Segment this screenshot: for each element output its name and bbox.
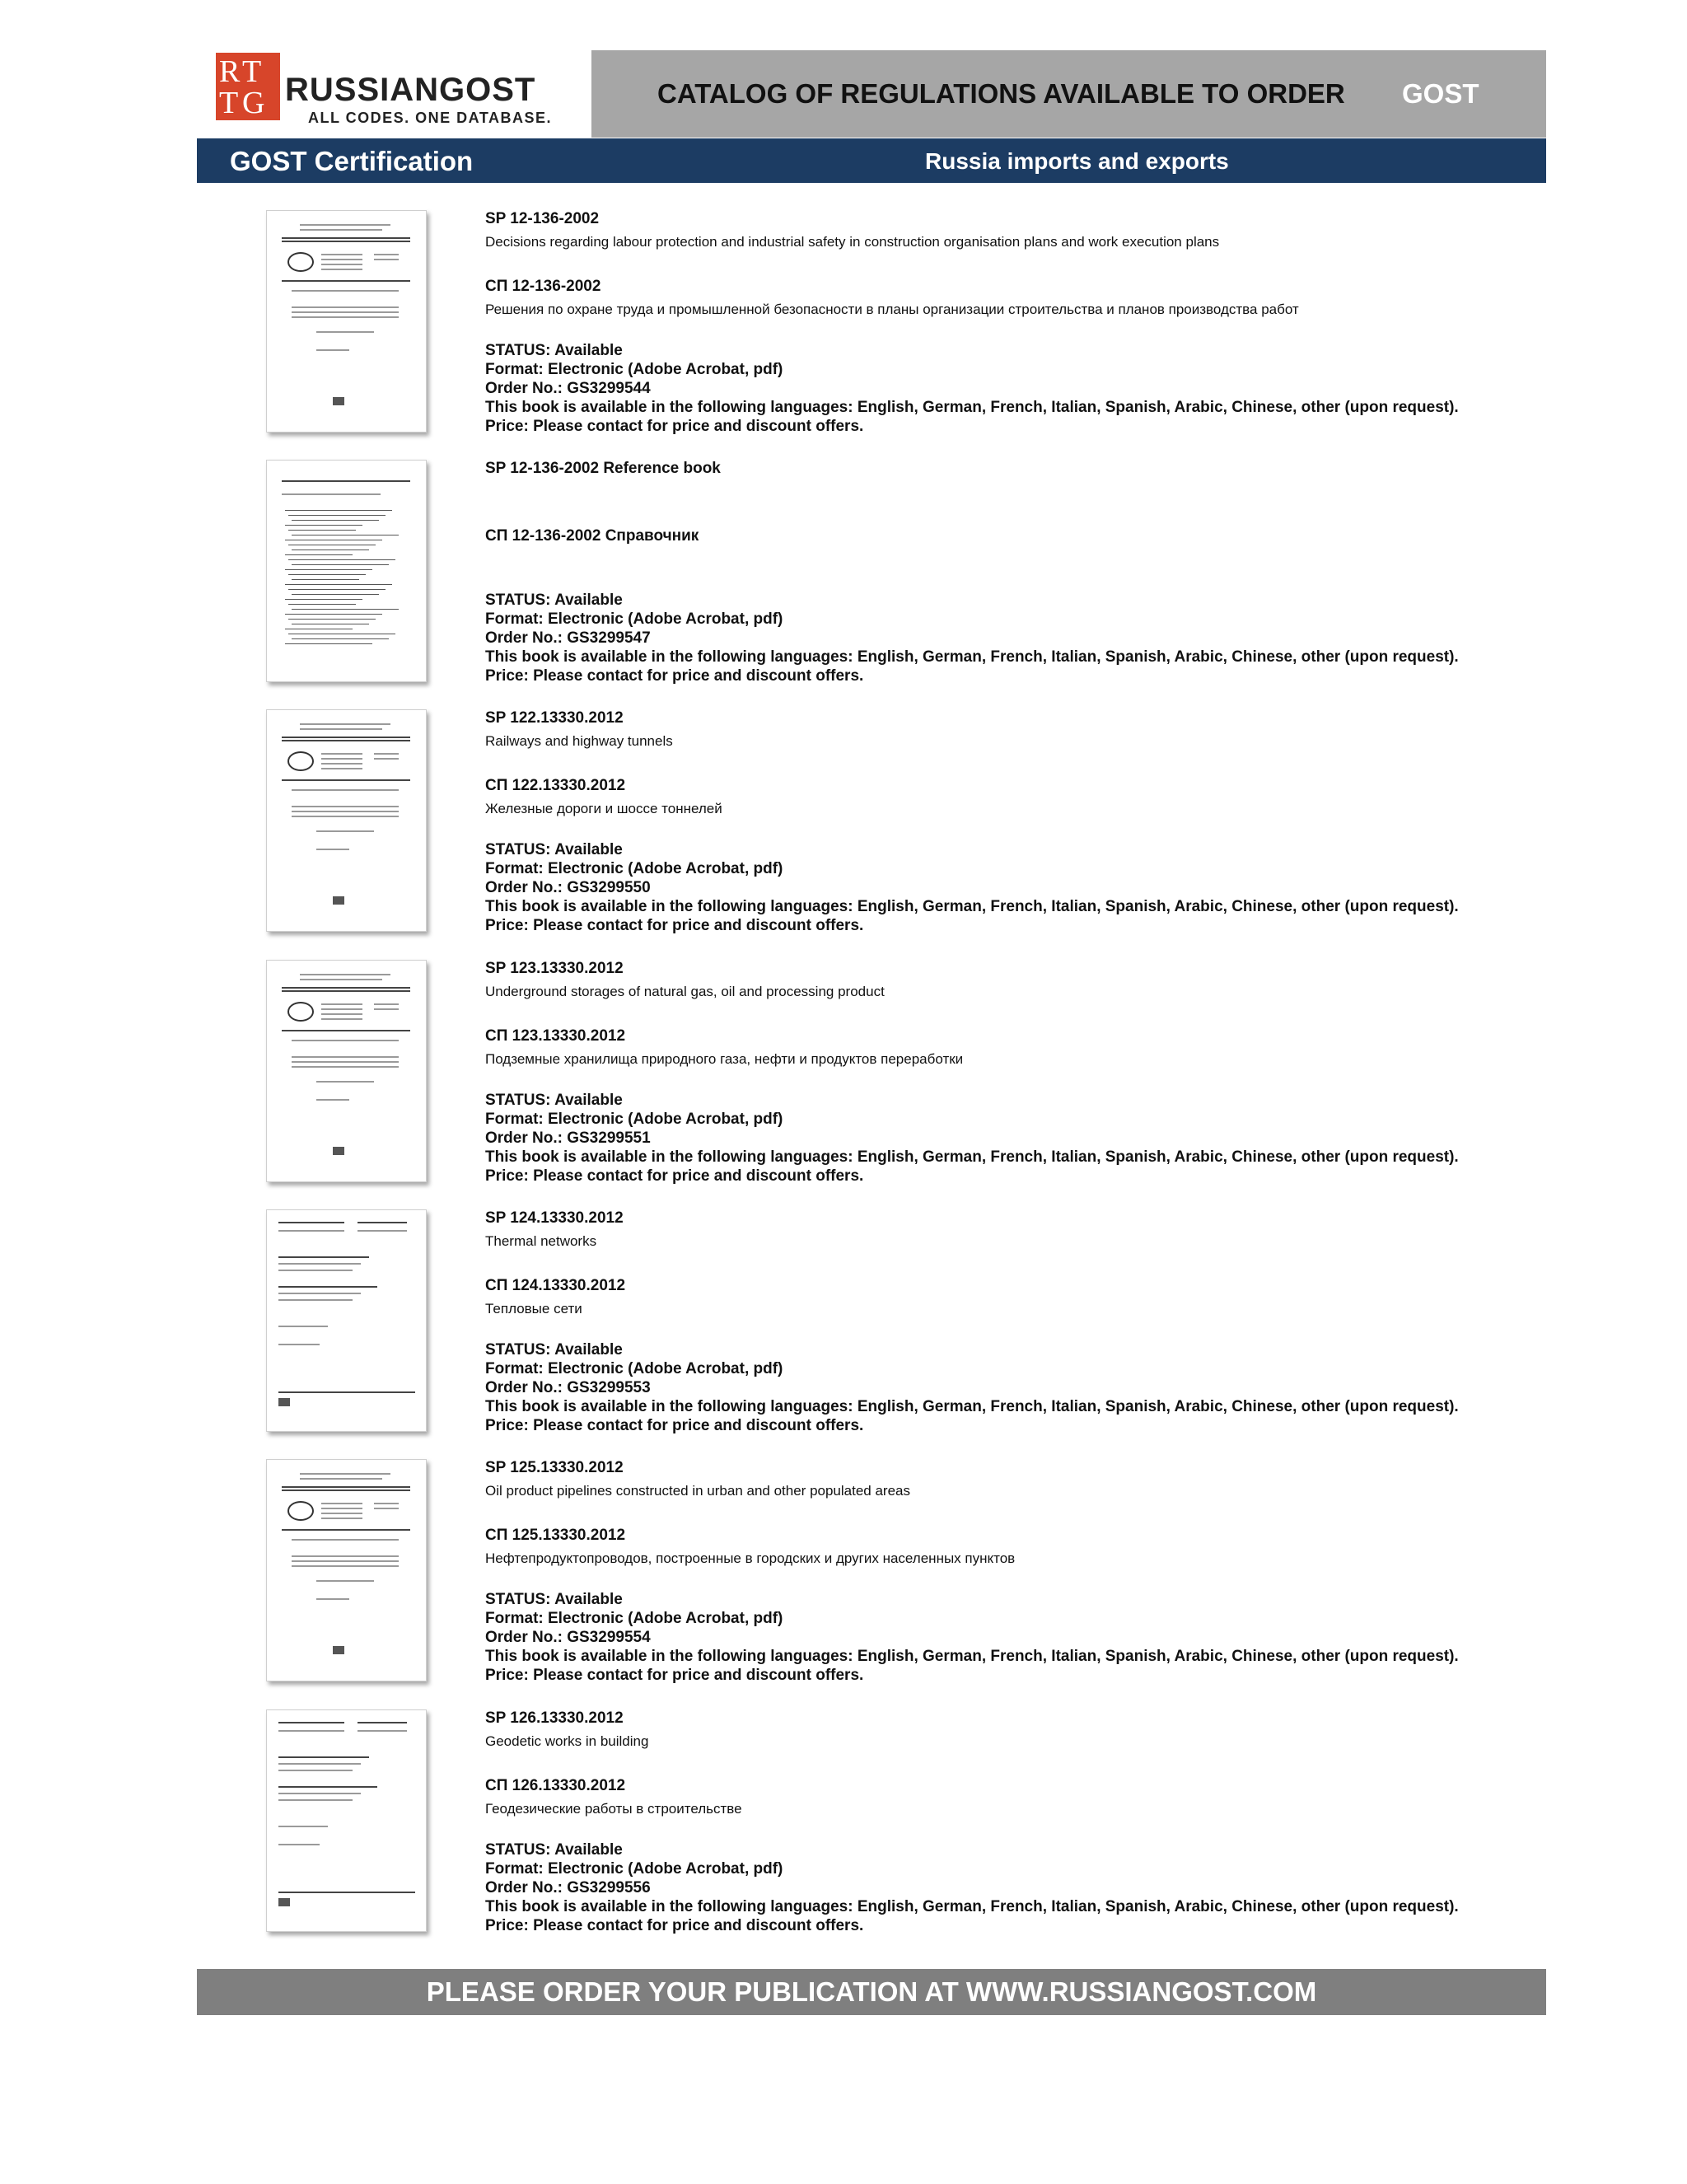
standard-code[interactable]: SP 122.13330.2012	[485, 709, 624, 727]
standard-code[interactable]: SP 125.13330.2012	[485, 1459, 624, 1476]
standard-title: Thermal networks	[485, 1233, 597, 1249]
standard-title: Underground storages of natural gas, oil and processing product	[485, 984, 885, 999]
format-text: Format: Electronic (Adobe Acrobat, pdf)	[485, 361, 783, 378]
languages-text: This book is available in the following languages: English, German, French, Italian, Spanish, Arabic, Chinese, other (upon request).	[485, 1898, 1459, 1915]
thumbnail-text-line	[300, 1478, 382, 1480]
thumbnail-text-line	[357, 1722, 407, 1723]
thumbnail-text-line	[316, 349, 349, 351]
cover-thumbnail[interactable]	[266, 1459, 427, 1681]
thumbnail-text-line	[282, 990, 410, 992]
thumbnail-text-line	[288, 589, 386, 590]
format-text: Format: Electronic (Adobe Acrobat, pdf)	[485, 1860, 783, 1878]
thumbnail-text-line	[288, 574, 366, 575]
languages-text: This book is available in the following languages: English, German, French, Italian, Spanish, Arabic, Chinese, other (upon request).	[485, 1648, 1459, 1665]
standard-emblem-icon	[278, 1898, 290, 1906]
thumbnail-text-line	[321, 269, 362, 270]
thumbnail-text-line	[321, 758, 362, 760]
logo-letter: T	[219, 86, 239, 120]
logo-tagline: ALL CODES. ONE DATABASE.	[308, 110, 553, 126]
thumbnail-text-line	[292, 1555, 399, 1557]
thumbnail-text-line	[300, 224, 390, 226]
thumbnail-text-line	[357, 1730, 407, 1732]
standard-emblem-icon	[287, 1002, 314, 1022]
thumbnail-text-line	[285, 599, 362, 600]
thumbnail-text-line	[285, 525, 362, 526]
format-text: Format: Electronic (Adobe Acrobat, pdf)	[485, 1111, 783, 1128]
cover-thumbnail[interactable]	[266, 1209, 427, 1432]
standard-code[interactable]: SP 12-136-2002 Reference book	[485, 460, 721, 477]
thumbnail-text-line	[282, 480, 410, 482]
status-text: STATUS: Available	[485, 841, 623, 858]
languages-text: This book is available in the following languages: English, German, French, Italian, Spanish, Arabic, Chinese, other (upon request).	[485, 1398, 1459, 1415]
thumbnail-text-line	[288, 619, 376, 620]
standard-title-ru: Тепловые сети	[485, 1301, 582, 1316]
thumbnail-text-line	[321, 753, 362, 755]
thumbnail-text-line	[285, 554, 353, 555]
publisher-mark-icon	[333, 896, 344, 905]
catalog-entry	[0, 1209, 1687, 1457]
thumbnail-text-line	[321, 1508, 362, 1509]
thumbnail-text-line	[292, 1539, 399, 1541]
thumbnail-text-line	[285, 614, 382, 615]
thumbnail-text-line	[321, 1018, 362, 1020]
thumbnail-text-line	[321, 768, 362, 769]
standard-emblem-icon	[287, 252, 314, 272]
format-text: Format: Electronic (Adobe Acrobat, pdf)	[485, 610, 783, 628]
thumbnail-text-line	[282, 987, 410, 989]
thumbnail-text-line	[282, 493, 381, 495]
footer-order-link[interactable]: PLEASE ORDER YOUR PUBLICATION AT WWW.RUSSIANGOST.COM	[426, 1976, 1317, 2007]
thumbnail-text-line	[278, 1786, 377, 1788]
publisher-mark-icon	[333, 397, 344, 405]
catalog-entry	[0, 210, 1687, 457]
thumbnail-text-line	[300, 979, 382, 980]
thumbnail-text-line	[357, 1222, 407, 1223]
thumbnail-text-line	[278, 1293, 361, 1294]
logo-letter: T	[242, 54, 262, 89]
standard-code-ru: СП 126.13330.2012	[485, 1777, 626, 1794]
standard-code[interactable]: SP 126.13330.2012	[485, 1709, 624, 1727]
catalog-entry	[0, 1459, 1687, 1706]
standard-title-ru: Геодезические работы в строительстве	[485, 1801, 742, 1817]
price-text: Price: Please contact for price and discount offers.	[485, 917, 864, 934]
thumbnail-text-line	[292, 579, 359, 580]
thumbnail-text-line	[292, 789, 399, 791]
languages-text: This book is available in the following languages: English, German, French, Italian, Spanish, Arabic, Chinese, other (upon request).	[485, 399, 1459, 416]
thumbnail-text-line	[374, 1008, 399, 1010]
standard-title-ru: Решения по охране труда и промышленной безопасности в планы организации строительства и планов производства работ	[485, 302, 1299, 317]
thumbnail-text-line	[282, 1030, 410, 1031]
catalog-entry	[0, 1709, 1687, 1957]
status-text: STATUS: Available	[485, 592, 623, 609]
languages-text: This book is available in the following languages: English, German, French, Italian, Spanish, Arabic, Chinese, other (upon request).	[485, 648, 1459, 666]
thumbnail-text-line	[374, 1508, 399, 1509]
thumbnail-text-line	[292, 1066, 399, 1068]
thumbnail-text-line	[278, 1892, 415, 1893]
thumbnail-text-line	[321, 1013, 362, 1015]
order-number: Order No.: GS3299551	[485, 1129, 651, 1147]
thumbnail-text-line	[374, 1003, 399, 1005]
status-text: STATUS: Available	[485, 342, 623, 359]
logo-letter: G	[242, 86, 265, 120]
thumbnail-text-line	[278, 1391, 415, 1393]
thumbnail-text-line	[316, 849, 349, 850]
nav-gost-certification[interactable]: GOST Certification	[230, 146, 474, 176]
standard-code-ru: СП 124.13330.2012	[485, 1277, 626, 1294]
thumbnail-text-line	[374, 259, 399, 260]
standard-code-ru: СП 12-136-2002	[485, 278, 601, 295]
thumbnail-text-line	[278, 1286, 377, 1288]
cover-thumbnail[interactable]	[266, 210, 427, 433]
order-number: Order No.: GS3299544	[485, 380, 651, 397]
thumbnail-text-line	[282, 241, 410, 242]
thumbnail-text-line	[278, 1222, 344, 1223]
standard-emblem-icon	[287, 751, 314, 771]
standard-code[interactable]: SP 12-136-2002	[485, 210, 600, 227]
thumbnail-text-line	[285, 510, 392, 511]
thumbnail-text-line	[288, 515, 386, 516]
thumbnail-text-line	[278, 1722, 344, 1723]
price-text: Price: Please contact for price and discount offers.	[485, 1167, 864, 1185]
order-number: Order No.: GS3299550	[485, 879, 651, 896]
thumbnail-text-line	[321, 1003, 362, 1005]
thumbnail-text-line	[292, 806, 399, 807]
thumbnail-text-line	[278, 1799, 353, 1801]
thumbnail-text-line	[300, 1473, 390, 1475]
thumbnail-text-line	[374, 254, 399, 255]
thumbnail-text-line	[292, 594, 379, 595]
thumbnail-text-line	[300, 728, 382, 730]
thumbnail-text-line	[292, 311, 399, 313]
logo-letter: R	[219, 54, 241, 89]
standard-emblem-icon	[278, 1398, 290, 1406]
thumbnail-text-line	[292, 520, 379, 521]
thumbnail-text-line	[282, 280, 410, 282]
thumbnail-text-line	[278, 1763, 361, 1765]
catalog-title: CATALOG OF REGULATIONS AVAILABLE TO ORDER	[657, 78, 1345, 109]
catalog-entry	[0, 460, 1687, 707]
thumbnail-text-line	[288, 530, 356, 531]
standard-title-ru: Подземные хранилища природного газа, нефти и продуктов переработки	[485, 1051, 964, 1067]
thumbnail-text-line	[292, 316, 399, 318]
standard-code[interactable]: SP 123.13330.2012	[485, 960, 624, 977]
order-number: Order No.: GS3299554	[485, 1629, 651, 1646]
thumbnail-text-line	[316, 1598, 349, 1600]
order-number: Order No.: GS3299556	[485, 1879, 651, 1896]
nav-band	[197, 138, 1546, 183]
standard-code-ru: СП 122.13330.2012	[485, 777, 626, 794]
thumbnail-text-line	[282, 779, 410, 781]
status-text: STATUS: Available	[485, 1841, 623, 1859]
thumbnail-text-line	[282, 1490, 410, 1491]
order-number: Order No.: GS3299547	[485, 629, 651, 647]
thumbnail-text-line	[278, 1256, 369, 1258]
thumbnail-text-line	[292, 638, 389, 639]
thumbnail-text-line	[316, 1099, 349, 1101]
thumbnail-text-line	[285, 584, 392, 585]
standard-code[interactable]: SP 124.13330.2012	[485, 1209, 624, 1227]
standard-title: Oil product pipelines constructed in urban and other populated areas	[485, 1483, 911, 1499]
thumbnail-text-line	[292, 816, 399, 817]
standard-emblem-icon	[287, 1501, 314, 1521]
thumbnail-text-line	[292, 1565, 399, 1567]
thumbnail-text-line	[292, 306, 399, 308]
price-text: Price: Please contact for price and discount offers.	[485, 1667, 864, 1684]
order-number: Order No.: GS3299553	[485, 1379, 651, 1396]
thumbnail-text-line	[292, 1056, 399, 1058]
thumbnail-text-line	[292, 609, 399, 610]
thumbnail-text-line	[292, 1560, 399, 1562]
thumbnail-text-line	[357, 1230, 407, 1232]
thumbnail-text-line	[282, 737, 410, 738]
price-text: Price: Please contact for price and discount offers.	[485, 1417, 864, 1434]
cover-thumbnail[interactable]	[266, 960, 427, 1182]
publisher-mark-icon	[333, 1147, 344, 1155]
cover-thumbnail[interactable]	[266, 460, 427, 682]
thumbnail-text-line	[321, 264, 362, 265]
thumbnail-text-line	[282, 237, 410, 239]
header-band	[591, 50, 1546, 138]
languages-text: This book is available in the following languages: English, German, French, Italian, Spanish, Arabic, Chinese, other (upon request).	[485, 898, 1459, 915]
thumbnail-text-line	[316, 1580, 374, 1582]
thumbnail-text-line	[321, 763, 362, 765]
thumbnail-text-line	[321, 1008, 362, 1010]
standard-title: Decisions regarding labour protection and industrial safety in construction organisation plans and work execution plans	[485, 234, 1220, 250]
thumbnail-text-line	[278, 1770, 353, 1771]
status-text: STATUS: Available	[485, 1092, 623, 1109]
thumbnail-text-line	[278, 1230, 344, 1232]
thumbnail-text-line	[316, 830, 374, 832]
standard-title-ru: Железные дороги и шоссе тоннелей	[485, 801, 722, 816]
logo-brand: RUSSIANGOST	[285, 72, 536, 108]
thumbnail-text-line	[321, 259, 362, 260]
thumbnail-text-line	[300, 974, 390, 975]
price-text: Price: Please contact for price and discount offers.	[485, 1917, 864, 1934]
thumbnail-text-line	[278, 1756, 369, 1758]
standard-title-ru: Нефтепродуктопроводов, построенные в городских и других населенных пунктов	[485, 1550, 1016, 1566]
catalog-entry	[0, 709, 1687, 956]
standard-code-ru: СП 125.13330.2012	[485, 1527, 626, 1544]
standard-title: Railways and highway tunnels	[485, 733, 673, 749]
cover-thumbnail[interactable]	[266, 709, 427, 932]
cover-thumbnail[interactable]	[266, 1709, 427, 1932]
format-text: Format: Electronic (Adobe Acrobat, pdf)	[485, 1610, 783, 1627]
nav-imports-exports[interactable]: Russia imports and exports	[925, 148, 1229, 174]
publisher-mark-icon	[333, 1646, 344, 1654]
thumbnail-text-line	[288, 604, 356, 605]
logo[interactable]	[199, 50, 591, 138]
thumbnail-text-line	[321, 1503, 362, 1504]
logo-mark-icon	[216, 53, 280, 120]
thumbnail-text-line	[278, 1263, 361, 1265]
catalog-code: GOST	[1402, 78, 1479, 109]
thumbnail-text-line	[374, 758, 399, 760]
footer-band[interactable]	[197, 1969, 1546, 2015]
thumbnail-text-line	[292, 564, 389, 565]
thumbnail-text-line	[292, 290, 399, 292]
thumbnail-text-line	[278, 1826, 328, 1827]
thumbnail-text-line	[278, 1344, 320, 1345]
thumbnail-text-line	[300, 229, 382, 231]
thumbnail-text-line	[300, 723, 390, 725]
thumbnail-text-line	[292, 1061, 399, 1063]
thumbnail-text-line	[278, 1299, 353, 1301]
thumbnail-text-line	[321, 1513, 362, 1514]
status-text: STATUS: Available	[485, 1341, 623, 1359]
thumbnail-text-line	[282, 1486, 410, 1488]
thumbnail-text-line	[282, 740, 410, 741]
standard-code-ru: СП 123.13330.2012	[485, 1027, 626, 1045]
thumbnail-text-line	[278, 1730, 344, 1732]
thumbnail-text-line	[285, 643, 372, 644]
standard-title: Geodetic works in building	[485, 1733, 649, 1749]
thumbnail-text-line	[292, 1040, 399, 1041]
thumbnail-text-line	[316, 331, 374, 333]
thumbnail-text-line	[292, 811, 399, 812]
thumbnail-text-line	[282, 1529, 410, 1531]
thumbnail-text-line	[374, 1503, 399, 1504]
thumbnail-text-line	[374, 753, 399, 755]
thumbnail-text-line	[321, 1518, 362, 1519]
languages-text: This book is available in the following languages: English, German, French, Italian, Spanish, Arabic, Chinese, other (upon request).	[485, 1148, 1459, 1166]
price-text: Price: Please contact for price and discount offers.	[485, 667, 864, 685]
price-text: Price: Please contact for price and discount offers.	[485, 418, 864, 435]
thumbnail-text-line	[278, 1793, 361, 1794]
status-text: STATUS: Available	[485, 1591, 623, 1608]
thumbnail-text-line	[285, 569, 372, 570]
catalog-entry	[0, 960, 1687, 1207]
standard-code-ru: СП 12-136-2002 Справочник	[485, 527, 699, 545]
thumbnail-text-line	[321, 254, 362, 255]
thumbnail-text-line	[288, 559, 395, 560]
format-text: Format: Electronic (Adobe Acrobat, pdf)	[485, 860, 783, 877]
thumbnail-text-line	[316, 1081, 374, 1083]
thumbnail-text-line	[278, 1326, 328, 1327]
thumbnail-text-line	[278, 1844, 320, 1845]
thumbnail-text-line	[278, 1270, 353, 1271]
format-text: Format: Electronic (Adobe Acrobat, pdf)	[485, 1360, 783, 1377]
